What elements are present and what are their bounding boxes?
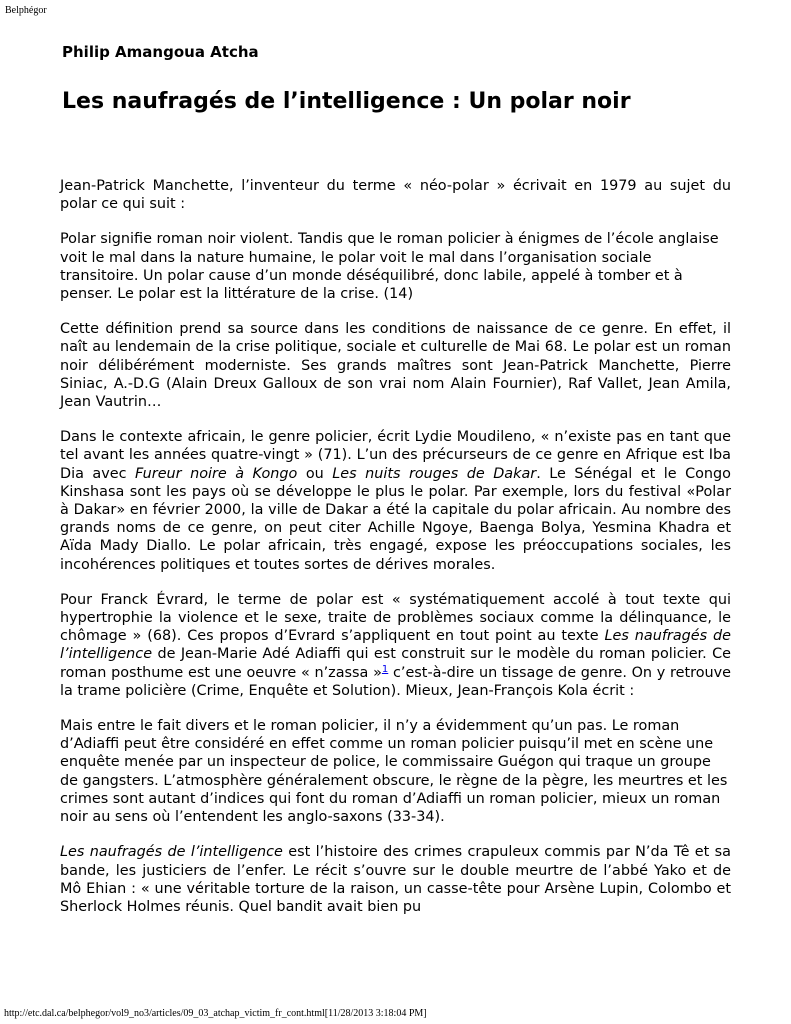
article-body (60, 177, 731, 933)
paragraph-summary (60, 843, 731, 916)
book-title-fureur-noire: Fureur noire à Kongo (134, 465, 298, 482)
text-segment: Pour Franck Évrard, le terme de polar est « systématiquement accolé à tout texte qui hypertrophie la violence et le sexe, traite de problèmes sociaux comme la délinquance, le chômage » (68). Ces propos d’Evrard s’appliquent en tout point au texte (60, 591, 731, 645)
text-segment: . Le Sénégal et le Congo Kinshasa sont les pays où se développe le plus le polar. Par exemple, lors du festival «Polar à Dakar» en février 2000, la ville de Dakar a été la capitale du polar africain. Au nombre des grands noms de ce genre, on peut citer Achille Ngoye, Baenga Bolya, Yesmina Khadra et Aïda Mady Diallo. Le polar africain, très engagé, expose les préoccupations sociales, les incohérences politiques et toutes sortes de dérives morales. (60, 465, 731, 573)
paragraph-african-context (60, 428, 731, 574)
paragraph-evrard (60, 591, 731, 700)
book-title-nuits-rouges: Les nuits rouges de Dakar (332, 465, 537, 482)
header-label: Belphégor (5, 5, 47, 16)
footnote-link[interactable]: 1 (381, 663, 389, 675)
paragraph-intro: Jean-Patrick Manchette, l’inventeur du terme « néo-polar » écrivait en 1979 au sujet du polar ce qui suit : (60, 178, 731, 213)
quote-manchette: Polar signifie roman noir violent. Tandis que le roman policier à énigmes de l’école anglaise voit le mal dans la nature humaine, le polar voit le mal dans l’organisation sociale transitoire. Un polar cause d’un monde déséquilibré, donc labile, appelé à tomber et à penser. Le polar est la littérature de la crise. (14) (60, 231, 719, 303)
text-segment: est l’histoire des crimes crapuleux commis par N’da Tê et sa bande, les justiciers de l’enfer. Le récit s’ouvre sur le double meurtre de l’abbé Yako et de Mô Ehian : « une véritable torture de la raison, un casse-tête pour Arsène Lupin, Colombo et Sherlock Holmes réunis. Quel bandit avait bien pu (60, 844, 731, 915)
author-name: Philip Amangoua Atcha (62, 43, 259, 61)
text-segment: c’est-à-dire un tissage de genre. On y retrouve la trame policière (Crime, Enquête et Solution). Mieux, Jean-François Kola écrit : (60, 664, 731, 699)
paragraph-definition: Cette définition prend sa source dans les conditions de naissance de ce genre. En effet, il naît au lendemain de la crise politique, sociale et culturelle de Mai 68. Le polar est un roman noir délibérément moderniste. Ses grands maîtres sont Jean-Patrick Manchette, Pierre Siniac, A.-D.G (Alain Dreux Galloux de son vrai nom Alain Fournier), Raf Vallet, Jean Amila, Jean Vautrin… (60, 321, 731, 411)
text-segment: ou (297, 465, 333, 482)
book-title-naufrages: Les naufragés de l’intelligence (60, 844, 283, 861)
footer-url: http://etc.dal.ca/belphegor/vol9_no3/articles/09_03_atchap_victim_fr_cont.html[11/28/2013 3:18:04 PM] (4, 1008, 427, 1019)
article-title: Les naufragés de l’intelligence : Un polar noir (62, 89, 631, 114)
quote-kola: Mais entre le fait divers et le roman policier, il n’y a évidemment qu’un pas. Le roman d’Adiaffi peut être considéré en effet comme un roman policier puisqu’il met en scène une enquête menée par un inspecteur de police, le commissaire Guégon qui traque un groupe de gangsters. L’atmosphère généralement obscure, le règne de la pègre, les meurtres et les crimes sont autant d’indices qui font du roman d’Adiaffi un roman policier, mieux un roman noir au sens où l’entendent les anglo-saxons (33-34). (60, 718, 728, 826)
text-segment: de Jean-Marie Adé Adiaffi qui est construit sur le modèle du roman policier. Ce roman posthume est une oeuvre « n’zassa » (60, 646, 731, 681)
book-title-naufrages: Les naufragés de l’intelligence (60, 628, 732, 663)
text-segment: Dans le contexte africain, le genre policier, écrit Lydie Moudileno, « n’existe pas en tant que tel avant les années quatre-vingt » (71). L’un des précurseurs de ce genre en Afrique est Iba Dia avec (60, 429, 731, 482)
